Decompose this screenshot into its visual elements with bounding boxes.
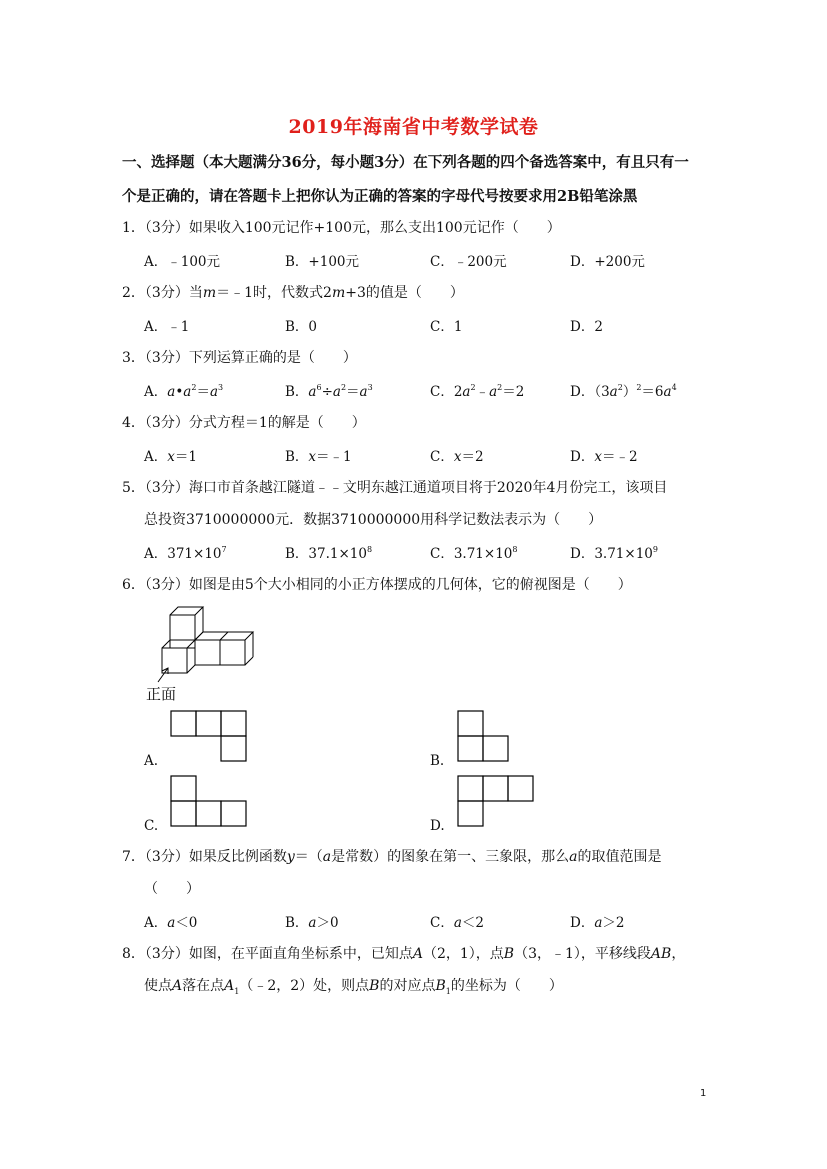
q6-option-a-label: A. [144,753,159,769]
q2-option-c: C．1 [430,319,463,335]
section-header-line2: 个是正确的，请在答题卡上把你认为正确的答案的字母代号按要求用2B铅笔涂黑 [122,188,638,205]
question-3: 3．（3分）下列运算正确的是（ ） [122,350,357,366]
question-5-line1: 5．（3分）海口市首条越江隧道﹣﹣文明东越江通道项目将于2020年4月份完工，该项目 [122,480,668,496]
q1-option-c: C．﹣200元 [430,254,507,270]
question-8-line1: 8．（3分）如图，在平面直角坐标系中，已知点A（2，1），点B（3，﹣1），平移线段AB， [122,946,686,962]
q5-option-b: B．$37.1\times 10^8$ [285,545,373,562]
q1-option-d: D．+200元 [570,254,645,270]
q3-option-c: C．$2a^2﹣a^2=2$ [430,383,525,400]
question-4: 4．（3分）分式方程＝1的解是（ ） [122,415,366,431]
section-header-line1: 一、选择题（本大题满分36分，每小题3分）在下列各题的四个备选答案中，有且只有一 [122,154,689,171]
question-1: 1．（3分）如果收入100元记作+100元，那么支出100元记作（ ） [122,220,561,236]
front-face-label: 正面 [146,685,177,703]
q6-option-b-label: B. [430,753,445,769]
q5-option-c: C．$3.71\times 10^8$ [430,545,518,562]
page-title: 2019年海南省中考数学试卷 [288,116,539,138]
q5-option-d: D．$3.71\times 10^9$ [570,545,658,562]
q6-option-b-figure [458,711,513,766]
q4-option-b: B．x＝﹣1 [285,449,352,465]
q3-option-b: B．$a^6\div a^2=a^3$ [285,383,373,400]
q1-option-b: B．+100元 [285,254,359,270]
page-number: 1 [700,1088,707,1099]
q7-option-d: D．a＞2 [570,915,625,931]
q3-option-a: A．$a•a^2=a^3$ [144,383,224,400]
q4-option-c: C．x＝2 [430,449,484,465]
question-2: 2．（3分）当m＝﹣1时，代数式2m+3的值是（ ） [122,285,464,301]
q2-option-d: D．2 [570,319,603,335]
q6-option-c-label: C. [144,818,159,834]
q6-option-a-figure [171,711,251,766]
q6-option-d-figure [458,776,538,831]
q5-option-a: A．$371\times 10^7$ [144,545,227,562]
q6-option-c-figure [171,776,251,831]
question-8-line2: 使点A落在点$A_1(﹣2$，2）处，则点B的对应点$B_1$的坐标为（ ） [144,978,563,996]
q1-option-a: A．﹣100元 [144,254,221,270]
q2-option-a: A．﹣1 [144,319,190,335]
q7-option-c: C．a＜2 [430,915,484,931]
q6-option-d-label: D. [430,818,445,834]
question-5-line2: 总投资3710000000元．数据3710000000用科学记数法表示为（ ） [144,512,603,528]
q7-option-a: A．a＜0 [144,915,198,931]
q3-option-d: D．$(3a^2)^2=6a^4$ [570,383,677,400]
question-6: 6．（3分）如图是由5个大小相同的小正方体摆成的几何体，它的俯视图是（ ） [122,577,632,593]
q4-option-a: A．x＝1 [144,449,197,465]
q2-option-b: B．0 [285,319,318,335]
q4-option-d: D．x＝﹣2 [570,449,638,465]
q7-option-b: B．a＞0 [285,915,339,931]
question-7-blank: （ ） [144,881,200,897]
question-7: 7．（3分）如果反比例函数y＝（a是常数）的图象在第一、三象限，那么a的取值范围是 [122,849,662,865]
